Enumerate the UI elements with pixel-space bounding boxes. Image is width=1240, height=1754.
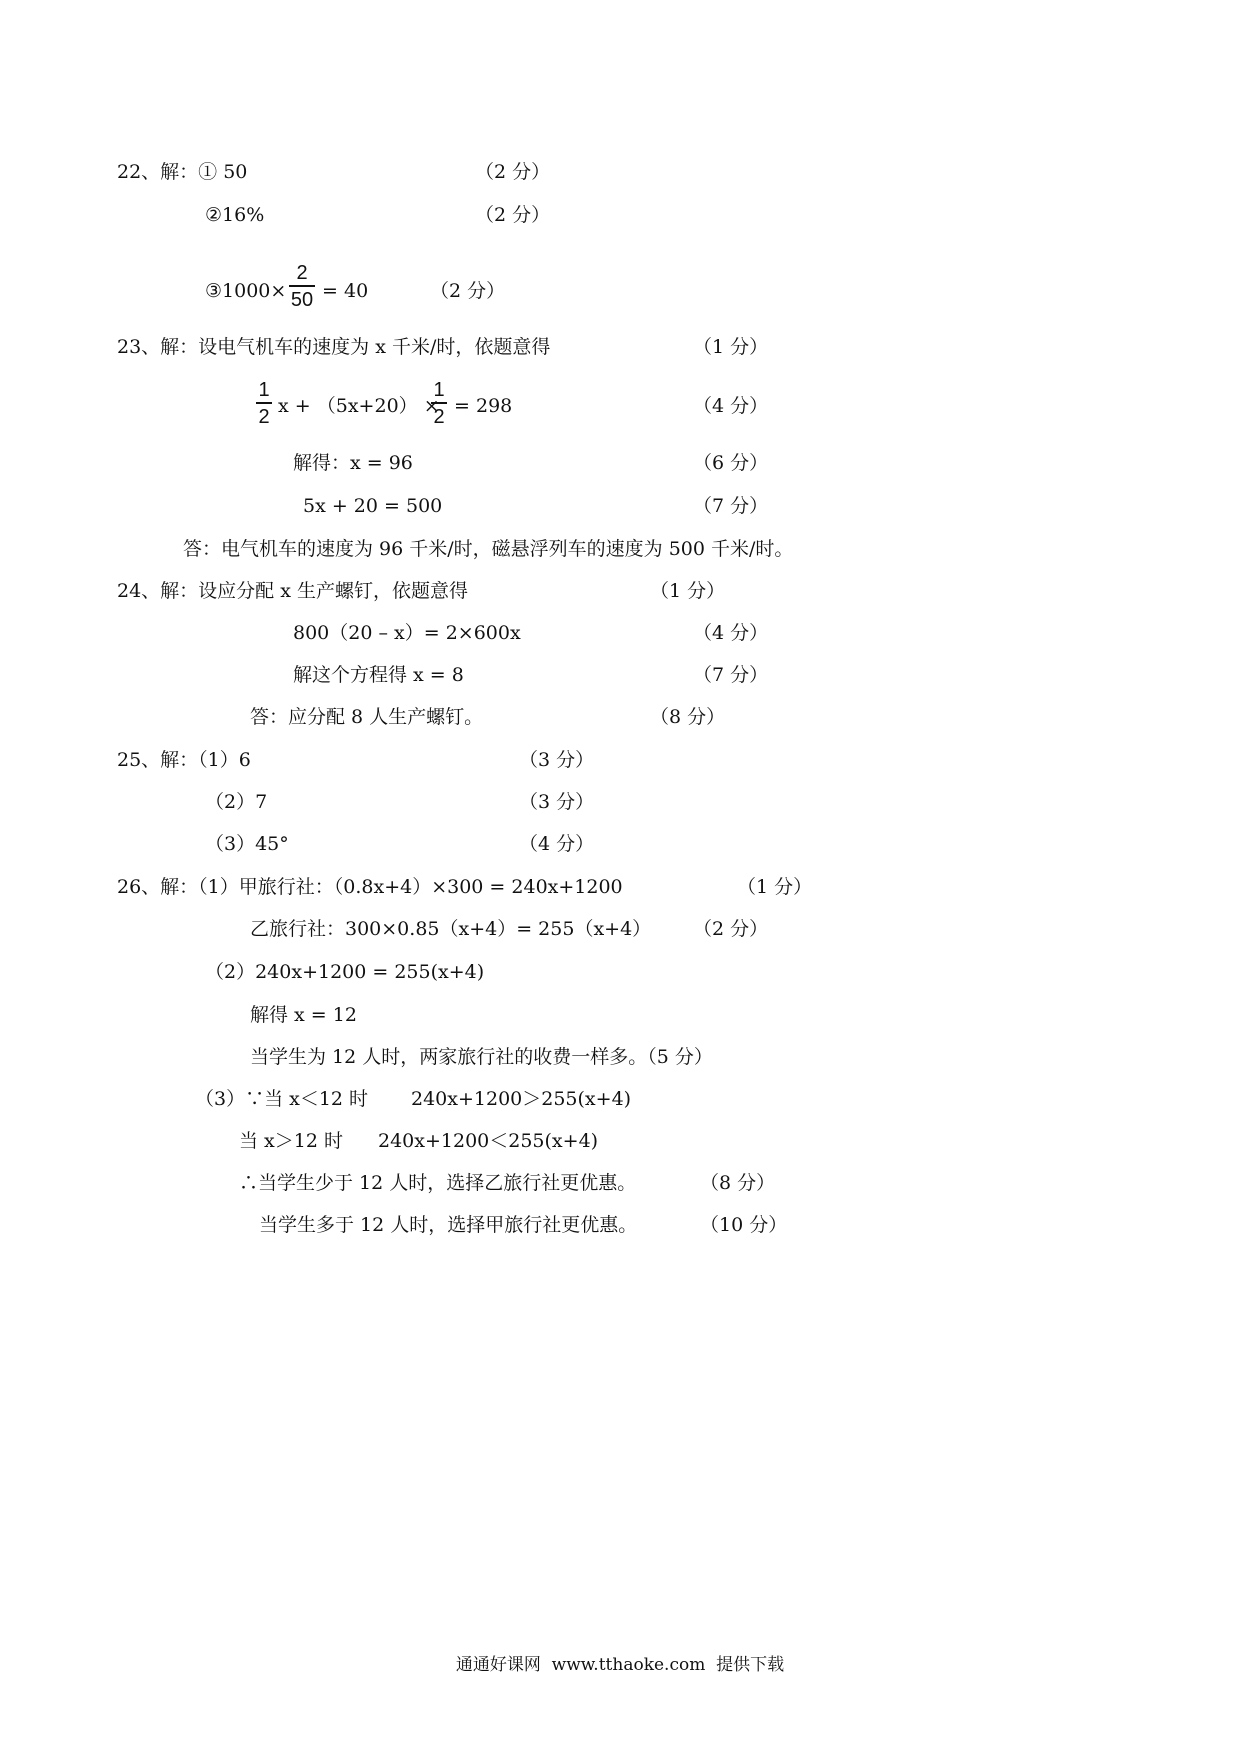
q22-part2: ②16% [205, 204, 265, 226]
q25-part2-points: （3 分） [519, 791, 595, 813]
q23-equation-points: （4 分） [693, 395, 769, 417]
q22-fraction [289, 262, 315, 311]
q22-part3-prefix: ③1000× [205, 280, 287, 302]
fraction-bar [431, 402, 447, 404]
q23-solve: 解得：x = 96 [293, 452, 413, 474]
q24-solve: 解这个方程得 x = 8 [293, 664, 464, 686]
q26-part3-conclusion-less-points: （8 分） [700, 1172, 776, 1194]
q22-part3-points: （2 分） [430, 280, 506, 302]
q26-part3-case-less-inequality: 240x+1200＞255(x+4) [411, 1088, 632, 1110]
fraction-bar [289, 285, 315, 287]
q25-head-points: （3 分） [519, 749, 595, 771]
q24-equation-points: （4 分） [693, 622, 769, 644]
q23-solve-points: （6 分） [693, 452, 769, 474]
q23-fraction-1 [256, 379, 272, 428]
q23-fraction-1-denominator: 2 [258, 406, 270, 428]
q26-part3-case-greater: 当 x＞12 时 [239, 1130, 343, 1152]
q23-calc-points: （7 分） [693, 495, 769, 517]
q26-part2: （2）240x+1200 = 255(x+4) [205, 961, 485, 983]
fraction-bar [256, 402, 272, 404]
q25-head: 25、解：（1）6 [117, 749, 251, 771]
q23-fraction-2-denominator: 2 [433, 406, 445, 428]
q26-part3-case-greater-inequality: 240x+1200＜255(x+4) [378, 1130, 599, 1152]
page-footer: 通通好课网 www.tthaoke.com 提供下载 [455, 1655, 785, 1675]
q22-head: 22、解：① 50 [117, 161, 248, 183]
q26-part3-conclusion-more-points: （10 分） [700, 1214, 788, 1236]
q22-fraction-denominator: 50 [290, 289, 314, 311]
q23-equation-end: = 298 [448, 395, 513, 417]
q22-fraction-numerator: 2 [296, 262, 308, 284]
q25-part3-points: （4 分） [519, 833, 595, 855]
q24-head: 24、解：设应分配 x 生产螺钉，依题意得 [117, 580, 468, 602]
q24-equation: 800（20 – x）= 2×600x [293, 622, 521, 644]
q23-fraction-2-numerator: 1 [433, 379, 445, 401]
q26-part3-case-less: （3）∵当 x＜12 时 [195, 1088, 369, 1110]
q22-part2-points: （2 分） [475, 204, 551, 226]
q25-part2: （2）7 [205, 791, 268, 813]
q26-part2-conclusion: 当学生为 12 人时，两家旅行社的收费一样多。（5 分） [250, 1046, 713, 1068]
q26-part2-solve: 解得 x = 12 [250, 1004, 357, 1026]
q23-calc: 5x + 20 = 500 [303, 495, 443, 517]
q24-solve-points: （7 分） [693, 664, 769, 686]
q26-yi-agency-points: （2 分） [693, 918, 769, 940]
q26-part3-conclusion-more: 当学生多于 12 人时，选择甲旅行社更优惠。 [259, 1214, 638, 1236]
q23-head: 23、解：设电气机车的速度为 x 千米/时，依题意得 [117, 336, 551, 358]
q23-head-points: （1 分） [693, 336, 769, 358]
q26-yi-agency: 乙旅行社：300×0.85（x+4）= 255（x+4） [250, 918, 652, 940]
q23-answer: 答：电气机车的速度为 96 千米/时，磁悬浮列车的速度为 500 千米/时。 [183, 538, 794, 560]
q22-part3-result: = 40 [316, 280, 369, 302]
q24-answer-points: （8 分） [650, 706, 726, 728]
q23-fraction-1-numerator: 1 [258, 379, 270, 401]
q26-head-points: （1 分） [737, 876, 813, 898]
q25-part3: （3）45° [205, 833, 289, 855]
q23-fraction-2 [431, 379, 447, 428]
q24-head-points: （1 分） [650, 580, 726, 602]
q22-head-points: （2 分） [475, 161, 551, 183]
q26-head: 26、解：（1）甲旅行社：（0.8x+4）×300 = 240x+1200 [117, 876, 623, 898]
q24-answer: 答：应分配 8 人生产螺钉。 [250, 706, 484, 728]
q26-part3-conclusion-less: ∴当学生少于 12 人时，选择乙旅行社更优惠。 [239, 1172, 637, 1194]
q23-equation-middle: x + （5x+20） × [272, 395, 440, 417]
